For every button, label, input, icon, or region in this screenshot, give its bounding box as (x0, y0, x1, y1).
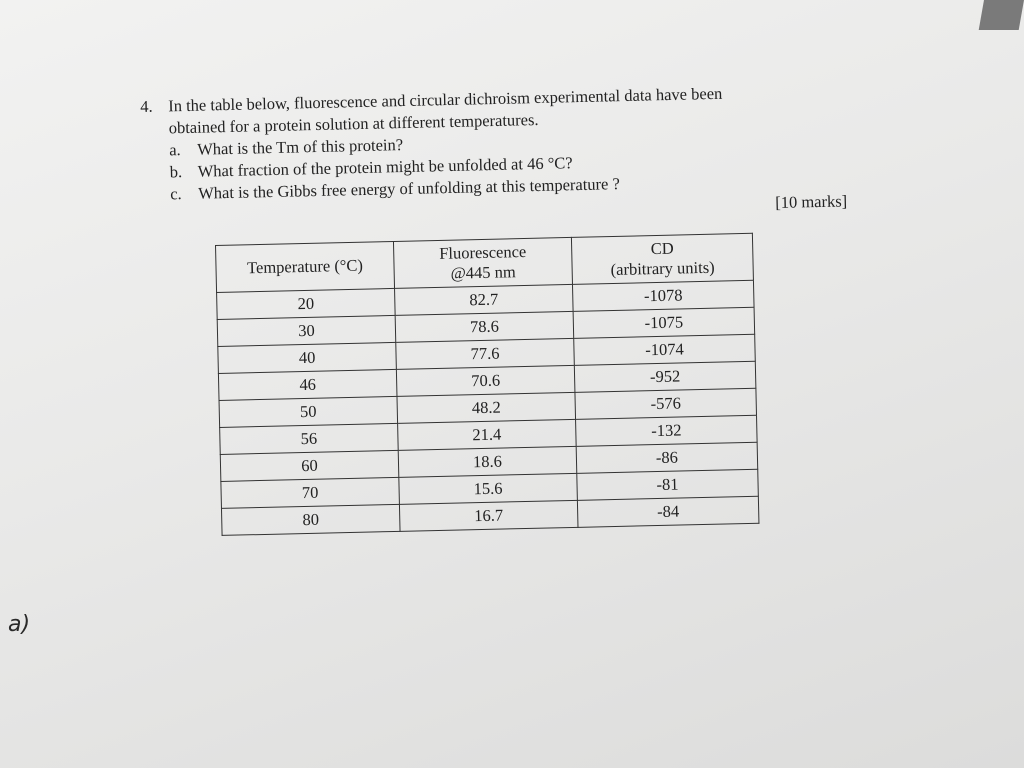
part-a-text: What is the Tm of this protein? (197, 135, 404, 159)
header-cd-line1: CD (650, 238, 674, 259)
header-fluorescence (393, 237, 572, 288)
cell-fluorescence: 21.4 (398, 419, 577, 450)
cell-fluorescence: 15.6 (399, 473, 578, 504)
header-fluorescence-line2: @445 nm (450, 262, 516, 283)
question-intro-text-1: In the table below, fluorescence and circular dichroism experimental data have been (168, 83, 723, 116)
cell-cd: -86 (576, 442, 758, 473)
question-number: 4. (140, 96, 153, 116)
cell-temperature: 50 (219, 396, 398, 427)
cell-cd: -132 (576, 415, 758, 446)
cell-temperature: 30 (217, 315, 396, 346)
part-b-text: What fraction of the protein might be unfolded at 46 °C? (197, 153, 573, 181)
cell-temperature: 80 (221, 504, 400, 535)
cell-cd: -576 (575, 388, 757, 419)
header-fluorescence-line1: Fluorescence (439, 241, 527, 263)
cell-cd: -952 (574, 361, 756, 392)
question-intro-line-2: obtained for a protein solution at different temperatures. (168, 109, 539, 138)
header-temperature-line1: Temperature (°C) (246, 255, 364, 278)
part-a-letter: a. (169, 140, 181, 160)
header-cd-line2: (arbitrary units) (610, 257, 715, 280)
header-cd (571, 233, 753, 284)
cell-cd: -81 (577, 469, 759, 500)
cell-cd: -1078 (572, 280, 754, 311)
part-b-letter: b. (169, 162, 183, 182)
header-temperature (216, 241, 395, 292)
cell-cd: -1074 (574, 334, 756, 365)
cell-fluorescence: 78.6 (395, 311, 574, 342)
cell-temperature: 60 (220, 450, 399, 481)
part-c-letter: c. (170, 184, 182, 204)
cell-temperature: 46 (218, 369, 397, 400)
cell-fluorescence: 48.2 (397, 392, 576, 423)
cell-temperature: 70 (221, 477, 400, 508)
cell-fluorescence: 16.7 (399, 500, 578, 531)
handwritten-note: a) (8, 612, 31, 637)
cell-cd: -84 (577, 496, 759, 527)
cell-fluorescence: 18.6 (398, 446, 577, 477)
marks-label: [10 marks] (775, 191, 848, 212)
question-block (140, 80, 862, 206)
cell-fluorescence: 82.7 (395, 284, 574, 315)
data-table (215, 233, 759, 536)
cell-temperature: 20 (217, 288, 396, 319)
part-c-text: What is the Gibbs free energy of unfolding at this temperature ? (198, 174, 621, 203)
cell-temperature: 56 (220, 423, 399, 454)
cell-cd: -1075 (573, 307, 755, 338)
data-table-wrapper (215, 233, 759, 536)
cell-fluorescence: 70.6 (396, 365, 575, 396)
cell-temperature: 40 (218, 342, 397, 373)
cell-fluorescence: 77.6 (396, 338, 575, 369)
